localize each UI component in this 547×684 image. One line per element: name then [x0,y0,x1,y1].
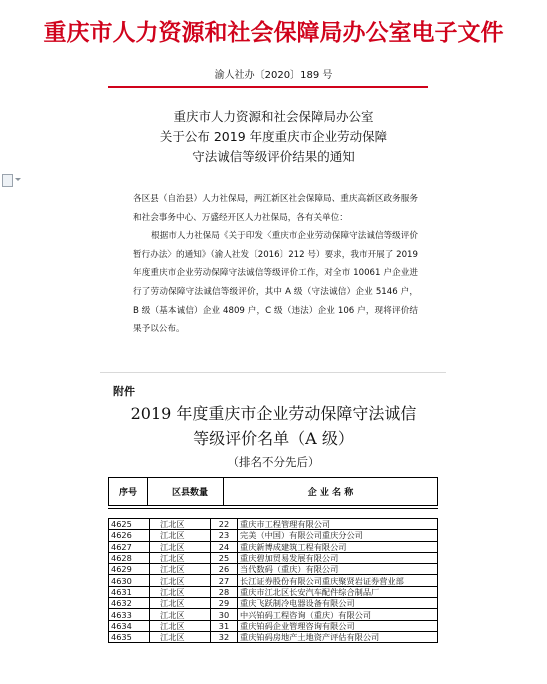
cell-count: 24 [211,541,238,552]
notice-title [0,107,547,167]
cell-district: 江北区 [150,598,211,609]
attachment-label: 附件 [113,385,135,398]
document-number: 渝人社办〔2020〕189 号 [214,70,333,81]
cell-district: 江北区 [150,541,211,552]
table-header-row [109,478,438,506]
table-row [109,631,438,642]
document-menu-button[interactable] [2,174,20,186]
table-row [109,541,438,552]
cell-district: 江北区 [150,609,211,620]
list-title [0,401,547,451]
list-title-line: 2019 年度重庆市企业劳动保障守法诚信 [130,404,417,423]
cell-number: 4633 [109,609,150,620]
page-divider [100,372,446,373]
cell-company-name: 重庆市工程管理有限公司 [238,519,438,530]
cell-district: 江北区 [150,575,211,586]
cell-district: 江北区 [150,530,211,541]
cell-company-name: 当代数码（重庆）有限公司 [238,564,438,575]
cell-number: 4626 [109,530,150,541]
cell-number: 4627 [109,541,150,552]
notice-title-line: 重庆市人力资源和社会保障局办公室 [173,109,374,124]
table-row [109,530,438,541]
table-row [109,609,438,620]
cell-company-name: 重庆市江北区长安汽车配件综合制品厂 [238,586,438,597]
cell-company-name: 完美（中国）有限公司重庆分公司 [238,530,438,541]
cell-number: 4628 [109,552,150,563]
cell-count: 23 [211,530,238,541]
cell-district: 江北区 [150,552,211,563]
cell-number: 4635 [109,631,150,642]
body-paragraph: 根据市人力社保局《关于印发〈重庆市企业劳动保障守法诚信等级评价暂行办法〉的通知》（渝人社发〔2016〕212 号）要求，我市开展了 2019 年度重庆市企业劳动保障守法诚信等级评价工作，对全市 10061 户企业进行了劳动保障守法诚信等级评价，其中 A 级（守法诚信）企业 5146 户，B 级（基本诚信）企业 4809 户，C 级（违法）企业 106 户，现将评价结果予以公布。 [133,231,418,335]
cell-company-name: 重庆新博成建筑工程有限公司 [238,541,438,552]
cell-number: 4625 [109,519,150,530]
header-cell-number: 序号 [109,478,148,506]
document-header-title: 重庆市人力资源和社会保障局办公室电子文件 [43,20,504,46]
table-row [109,586,438,597]
header-cell-company: 企 业 名 称 [224,478,438,506]
cell-count: 31 [211,620,238,631]
cell-company-name: 重庆碧加贸易发展有限公司 [238,552,438,563]
cell-count: 27 [211,575,238,586]
cell-district: 江北区 [150,519,211,530]
salutation-text: 各区县（自治县）人力社保局，两江新区社会保障局、重庆高新区政务服务和社会事务中心、万盛经开区人力社保局，各有关单位： [133,194,418,223]
cell-number: 4631 [109,586,150,597]
cell-company-name: 中兴铂码工程咨询（重庆）有限公司 [238,609,438,620]
notice-body [133,190,418,339]
table-row [109,552,438,563]
document-icon [2,174,13,187]
cell-count: 25 [211,552,238,563]
cell-company-name: 重庆铂码企业管理咨询有限公司 [238,620,438,631]
cell-number: 4632 [109,598,150,609]
cell-district: 江北区 [150,631,211,642]
cell-district: 江北区 [150,564,211,575]
red-divider-line [108,86,428,88]
cell-count: 26 [211,564,238,575]
chevron-down-icon [15,178,21,181]
table-row [109,620,438,631]
cell-company-name: 重庆飞跃制冷电器设备有限公司 [238,598,438,609]
notice-title-line: 关于公布 2019 年度重庆市企业劳动保障 [159,129,388,144]
cell-count: 30 [211,609,238,620]
cell-district: 江北区 [150,620,211,631]
cell-count: 32 [211,631,238,642]
cell-district: 江北区 [150,586,211,597]
table-row [109,519,438,530]
table-row [109,564,438,575]
cell-number: 4634 [109,620,150,631]
list-title-line: 等级评价名单（A 级） [193,429,354,448]
cell-count: 22 [211,519,238,530]
header-cell-district: 区县数量 [148,478,224,506]
company-table [108,518,438,643]
cell-count: 29 [211,598,238,609]
list-subtitle: （排名不分先后） [227,455,320,469]
cell-number: 4630 [109,575,150,586]
notice-title-line: 守法诚信等级评价结果的通知 [192,149,355,164]
cell-count: 28 [211,586,238,597]
table-row [109,598,438,609]
cell-company-name: 重庆铂码房地产土地资产评估有限公司 [238,631,438,642]
cell-company-name: 长江证券股份有限公司重庆聚贤岩证券营业部 [238,575,438,586]
table-row [109,575,438,586]
company-table-body [109,519,438,643]
cell-number: 4629 [109,564,150,575]
table-header [108,477,438,506]
